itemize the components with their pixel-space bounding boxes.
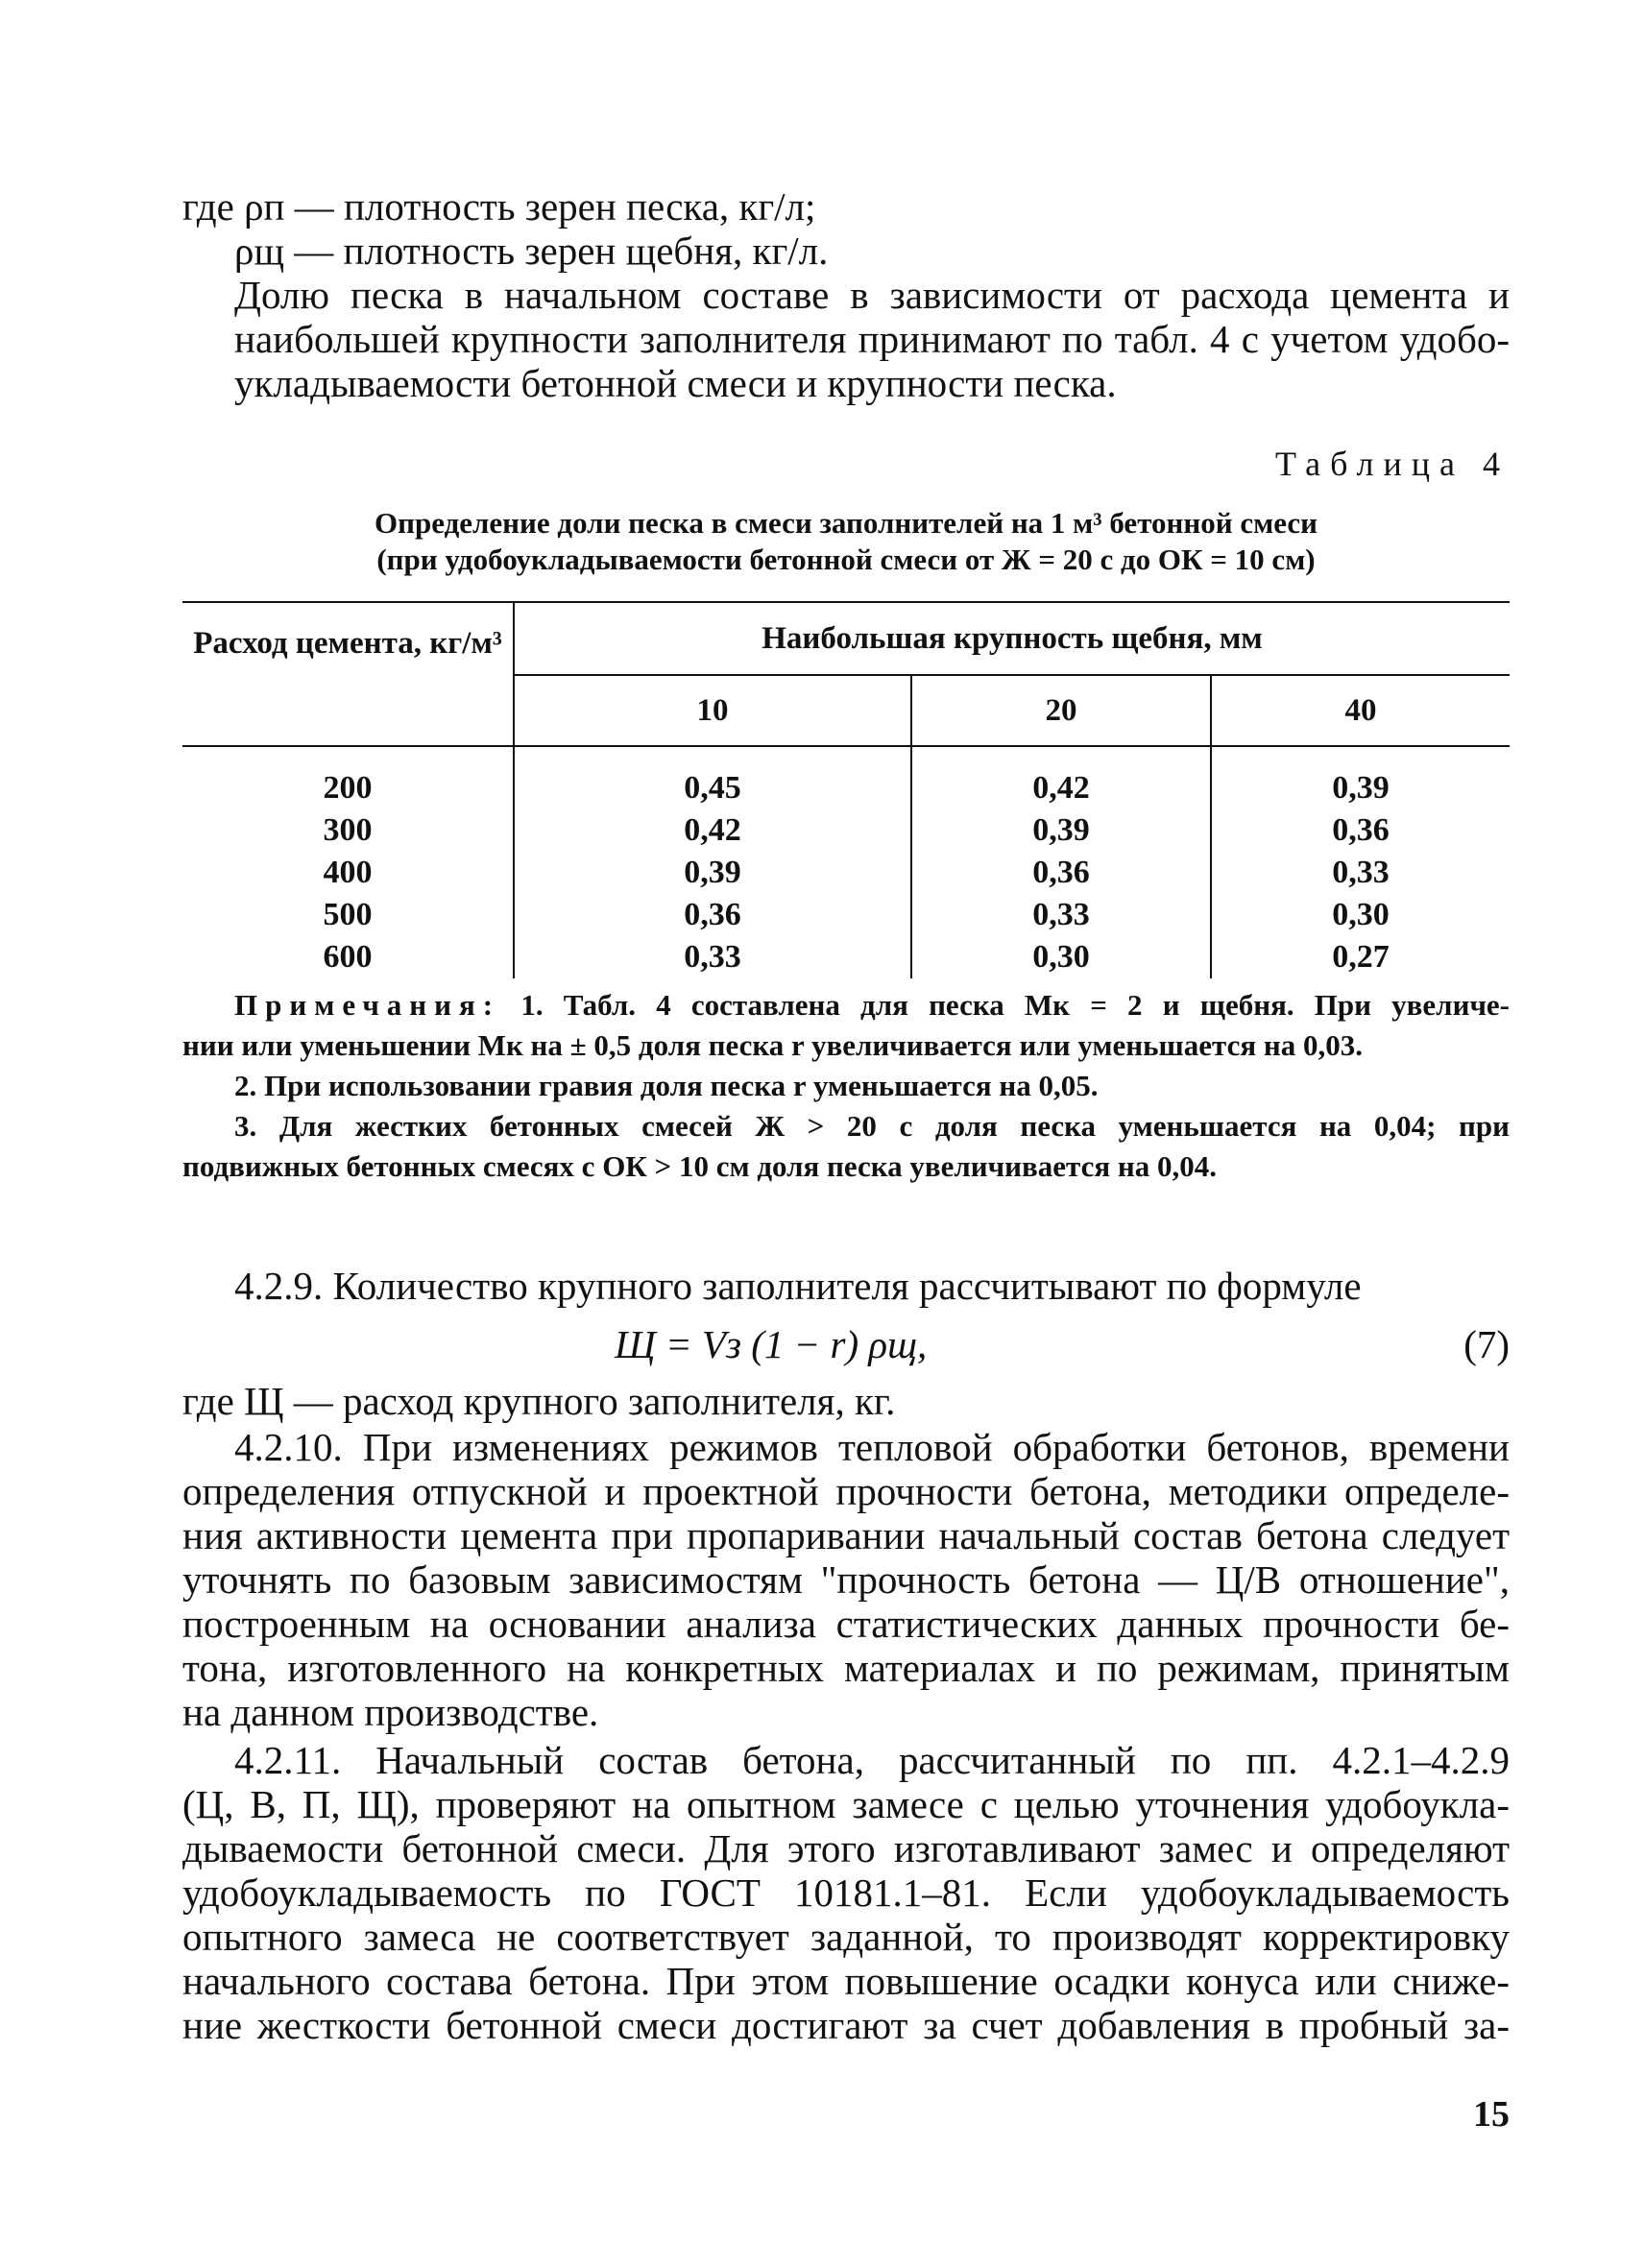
table-row <box>182 894 1510 936</box>
note-3-line-2: подвижных бетонных смесях с ОК > 10 см доля песка увеличивается на 0,04. <box>182 1149 1218 1183</box>
table-4-header <box>182 444 1510 578</box>
text-line: 4.2.10. При изменениях режимов тепловой обработки бетонов, времени <box>234 1425 1510 1469</box>
table-cell: 0,36 <box>514 894 911 936</box>
table-cell: 600 <box>182 936 514 978</box>
text-line: ние жесткости бетонной смеси достигают за счет добавления в пробный за- <box>182 2003 1510 2047</box>
table-cell: 0,30 <box>911 936 1211 978</box>
section-4-2-11 <box>182 1738 1510 2047</box>
section-4-2-11-paragraph <box>182 1738 1510 2047</box>
note-2 <box>182 1066 1510 1106</box>
notes-heading: Примечания: <box>234 988 501 1022</box>
text-line: опытного замеса не соответствует заданной, то производят корректировку <box>182 1915 1510 1959</box>
table-cell: 0,39 <box>514 852 911 894</box>
table-cell: 0,39 <box>911 809 1211 852</box>
section-4-2-9 <box>182 1264 1510 1308</box>
sand-fraction-table <box>182 601 1510 978</box>
formula-7: Щ = Vз (1 − r) ρщ, <box>615 1322 928 1366</box>
table-cell: 0,45 <box>514 767 911 809</box>
section-4-2-10 <box>182 1425 1510 1734</box>
text-line: на данном производстве. <box>182 1690 599 1734</box>
table-caption-1: Определение доли песка в смеси заполнителей на 1 м³ бетонной смеси <box>375 506 1318 540</box>
table-caption-2: (при удобоукладываемости бетонной смеси от Ж = 20 с до ОК = 10 см) <box>376 543 1316 576</box>
text-line: построенным на основании анализа статистических данных прочности бе- <box>182 1602 1510 1646</box>
note-3-line-1: 3. Для жестких бетонных смесей Ж > 20 с доля песка уменьшается на 0,04; при <box>234 1109 1510 1143</box>
text-line: (Ц, В, П, Щ), проверяют на опытном замесе с целью уточнения удобоукла- <box>182 1782 1510 1826</box>
note-2-line: 2. При использовании гравия доля песка r уменьшается на 0,05. <box>234 1069 1099 1102</box>
table-row <box>182 936 1510 978</box>
text-line: начального состава бетона. При этом повышение осадки конуса или сниже- <box>182 1959 1510 2003</box>
text-line: 4.2.11. Начальный состав бетона, рассчитанный по пп. 4.2.1–4.2.9 <box>234 1738 1510 1782</box>
table-cell: 0,36 <box>911 852 1211 894</box>
table-row <box>182 852 1510 894</box>
subcolumn-40: 40 <box>1211 675 1510 746</box>
text-line: наибольшей крупности заполнителя принимают по табл. 4 с учетом удобо- <box>234 317 1510 361</box>
note-3 <box>182 1106 1510 1187</box>
table-row <box>182 767 1510 809</box>
note-1-line-2: нии или уменьшении Мк на ± 0,5 доля песка r увеличивается или уменьшается на 0,03. <box>182 1028 1363 1062</box>
table-notes <box>182 985 1510 1187</box>
table-cell: 0,39 <box>1332 770 1390 806</box>
equation-number: (7) <box>1463 1322 1510 1366</box>
intro-line-1: где ρп — плотность зерен песка, кг/л; <box>182 184 816 229</box>
table-cell: 0,36 <box>1332 812 1390 848</box>
subcolumn-20: 20 <box>911 675 1211 746</box>
text-line: тона, изготовленного на конкретных материалах и по режимам, принятым <box>182 1646 1510 1690</box>
where-line: где Щ — расход крупного заполнителя, кг. <box>182 1379 896 1423</box>
section-4-2-9-where <box>182 1379 1510 1423</box>
note-1-line-1: 1. Табл. 4 составлена для песка Мк = 2 и щебня. При увеличе- <box>520 988 1511 1022</box>
subcolumn-10: 10 <box>514 675 911 746</box>
text-line: ния активности цемента при пропаривании начальный состав бетона следует <box>182 1513 1510 1557</box>
text-line: определения отпускной и проектной прочности бетона, методики определе- <box>182 1469 1510 1513</box>
text-line: удобоукладываемость по ГОСТ 10181.1–81. Если удобоукладываемость <box>182 1870 1510 1915</box>
table-cell: 500 <box>182 894 514 936</box>
intro-line-2: ρщ — плотность зерен щебня, кг/л. <box>234 229 829 273</box>
section-4-2-9-text: 4.2.9. Количество крупного заполнителя рассчитывают по формуле <box>234 1264 1362 1308</box>
intro-paragraph <box>182 273 1510 405</box>
table-cell: 0,42 <box>911 767 1211 809</box>
note-1 <box>182 985 1510 1066</box>
text-line: уточнять по базовым зависимостям "прочность бетона — Ц/В отношение", <box>182 1557 1510 1602</box>
table-4 <box>182 601 1510 978</box>
table-cell: 0,33 <box>1332 855 1390 890</box>
section-4-2-10-paragraph <box>182 1425 1510 1734</box>
text-line: дываемости бетонной смеси. Для этого изготавливают замес и определяют <box>182 1826 1510 1870</box>
table-cell: 0,33 <box>911 894 1211 936</box>
table-cell: 300 <box>182 809 514 852</box>
table-cell: 0,33 <box>514 936 911 978</box>
text-line: укладываемости бетонной смеси и крупности песка. <box>234 361 1117 405</box>
column-group-header: Наибольшая крупность щебня, мм <box>514 602 1510 675</box>
table-cell: 200 <box>182 767 514 809</box>
table-cell: 400 <box>182 852 514 894</box>
page-number: 15 <box>1473 2094 1510 2135</box>
table-cell: 0,30 <box>1332 897 1390 932</box>
text-line: Долю песка в начальном составе в зависимости от расхода цемента и <box>234 273 1510 317</box>
table-label: Таблица 4 <box>1275 445 1510 483</box>
column-header-cement: Расход цемента, кг/м³ <box>182 602 514 746</box>
table-cell: 0,27 <box>1332 939 1390 975</box>
intro-block <box>182 184 1510 405</box>
table-row <box>182 809 1510 852</box>
table-cell: 0,42 <box>514 809 911 852</box>
